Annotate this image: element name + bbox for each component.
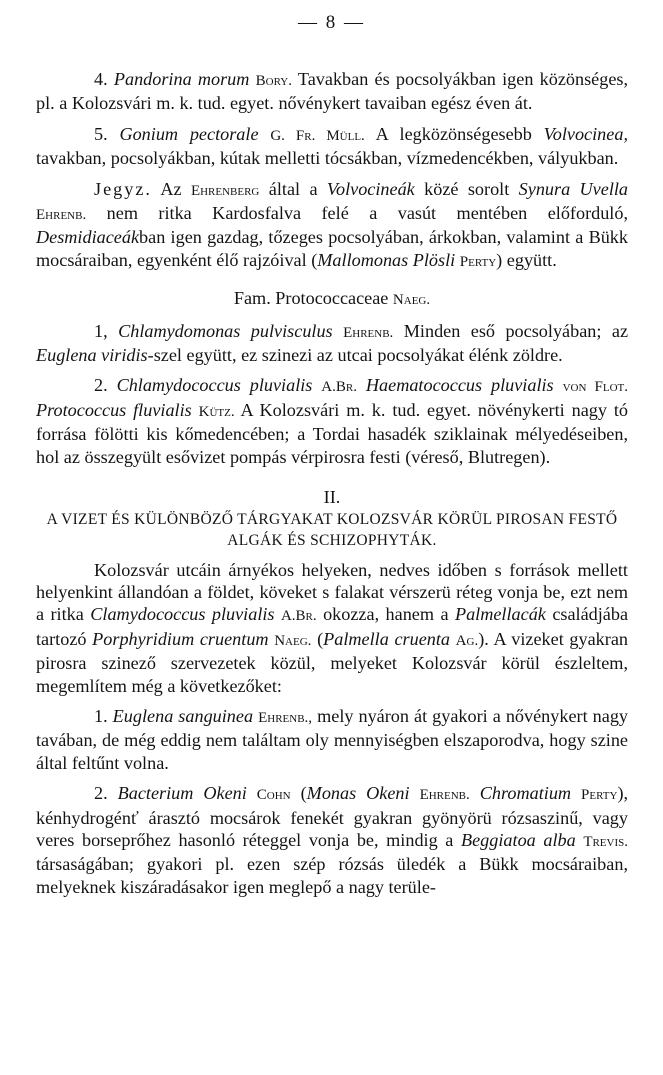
- item-text: mely nyáron át gyakori a nővénykert nagy tavában, de még eddig nem találtam oly mennyiségben elszaporodva, hogy szine által feltűnt volna.: [36, 705, 629, 773]
- author: Kütz.: [198, 403, 235, 420]
- author: Perty: [459, 253, 497, 270]
- page-number: — 8 —: [298, 12, 365, 33]
- note-text: nem ritka Kardosfalva felé a vasút mentében előforduló,: [106, 203, 629, 224]
- item-text: -szel együtt, ez szinezi az utcai pocsolyákat élénk zöldre.: [147, 345, 563, 366]
- species-name: Porphyridium cruentum: [92, 628, 269, 649]
- author: Naeg.: [274, 632, 312, 649]
- author: Ehrenb.: [36, 207, 87, 224]
- author: A.Br.: [321, 379, 357, 396]
- item-text: tavakban, pocsolyákban, kútak melletti tócsákban, vízmedencékben, vályukban.: [36, 148, 619, 169]
- species-name: Monas Okeni: [306, 783, 410, 804]
- para-text: családjába tartozó: [36, 604, 629, 649]
- item-5: [36, 123, 628, 170]
- species-name: Euglena sanguinea: [112, 705, 254, 726]
- item-number: 2.: [94, 783, 108, 804]
- entry-e2: [36, 782, 628, 898]
- para-text: okozza, hanem a: [323, 604, 449, 625]
- entry-1: [36, 320, 628, 367]
- species-name: Protococcus fluvialis: [36, 399, 192, 420]
- item-number: 1.: [94, 705, 108, 726]
- species-name: Gonium pectorale: [119, 123, 259, 144]
- group-name: Volvocineák: [326, 178, 415, 199]
- species-name: Beggiatoa alba: [461, 829, 576, 850]
- author: Cohn: [256, 787, 291, 804]
- author: Bory.: [255, 73, 292, 89]
- species-name: Synura Uvella: [518, 178, 629, 199]
- author: Perty: [581, 787, 618, 804]
- note-label: Jegyz.: [94, 178, 152, 199]
- species-name: Chlamydococcus pluvialis: [116, 375, 313, 396]
- entry-2: [36, 374, 628, 468]
- author: Ehrenberg: [190, 182, 260, 199]
- note-text: ban igen gazdag, tőzeges pocsolyában, árkokban, valamint a Bükk mocsáraiban, egyenként élő rajzóival (: [36, 227, 628, 270]
- author: von Flot.: [562, 379, 628, 396]
- note-paragraph: [36, 178, 628, 274]
- species-name: Bacterium Okeni: [117, 783, 247, 804]
- entry-e1: [36, 705, 628, 774]
- species-name: Chlamydomonas pulvisculus: [118, 320, 333, 341]
- item-text: (: [300, 783, 307, 804]
- group-name: Desmidiaceák: [36, 227, 140, 248]
- note-text: által a: [268, 178, 318, 199]
- species-name: Euglena viridis: [36, 345, 148, 366]
- item-text: Minden eső pocsolyában; az: [403, 320, 629, 341]
- author: G. Fr. Müll.: [270, 127, 365, 144]
- family-name: Fam. Protococcaceae: [233, 288, 389, 309]
- author: Ehrenb.: [419, 787, 470, 804]
- author: Trevis.: [583, 833, 629, 850]
- item-text: ), kénhydrogénť árasztó mocsárok fenekét gyakran gyönyörü rózsaszinű, vagy veres borseprőhez hasonló réteggel vonja be, mindig a: [36, 783, 629, 850]
- section-title: A VIZET ÉS KÜLÖNBÖZŐ TÁRGYAKAT KOLOZSVÁR KÖRÜL PIROSAN FESTŐ ALGÁK ÉS SCHIZOPHYTÁK.: [46, 510, 618, 549]
- family-heading: [36, 287, 628, 311]
- author: Ehrenb.: [343, 324, 394, 341]
- group-name: Palmellacák: [454, 604, 546, 625]
- item-text: A Kolozsvári m. k. tud. egyet. növénykerti nagy tó forrása fölötti kis kőmedencében; a Tordai hasadék sziklainak mélyedéseiben, hol az összegyült esővizet pompás vérpirosra festi (véreső, Blutregen).: [36, 399, 629, 467]
- note-text: közé sorolt: [424, 178, 510, 199]
- species-name: Chromatium: [479, 783, 572, 804]
- item-text: Tavakban és pocsolyákban igen közönséges, pl. a Kolozsvári m. k. tud. egyet. nővénykert tavaiban egész éven át.: [36, 69, 629, 114]
- species-name: Clamydococcus pluvialis: [90, 604, 275, 625]
- author: Naeg.: [392, 292, 431, 309]
- group-name: Volvocinea,: [543, 123, 628, 144]
- author: A.Br.: [280, 608, 317, 625]
- para-text: ). A vizeket gyakran pirosra szinező szervezetek közül, melyeket Kolozsvár körül észleltem, megemlítem még a következőket:: [36, 628, 628, 696]
- species-name: Haematococcus pluvialis: [365, 375, 554, 396]
- note-text: Az: [160, 178, 182, 199]
- item-number: 4.: [94, 69, 108, 89]
- section-numeral: II.: [323, 487, 341, 508]
- para-text: Kolozsvár utcáin árnyékos helyeken, nedves időben s források mellett helyenkint állandóan a földet, köveket s falakat vérszerü réteg vonja be, ezt nem a ritka: [36, 559, 628, 625]
- author: Ag.: [455, 632, 479, 649]
- item-number: 5.: [94, 123, 108, 144]
- para-text: (: [317, 628, 324, 649]
- item-number: 1,: [94, 320, 108, 341]
- item-text: társaságában; gyakori pl. ezen szép rózsás üledék a Bükk mocsáraiban, melyeknek kiszáradásakor igen meglepő a nagy terüle-: [36, 854, 628, 897]
- item-4: [36, 68, 628, 115]
- paragraph: [36, 559, 628, 697]
- species-name: Palmella cruenta: [323, 628, 451, 649]
- page-body: [36, 68, 628, 898]
- item-text: A legközönségesebb: [375, 123, 532, 144]
- author: Ehrenb.,: [258, 709, 313, 726]
- note-text: ) együtt.: [496, 249, 557, 270]
- species-name: Pandorina morum: [113, 69, 250, 89]
- item-number: 2.: [94, 375, 108, 396]
- species-name: Mallomonas Plösli: [317, 249, 456, 270]
